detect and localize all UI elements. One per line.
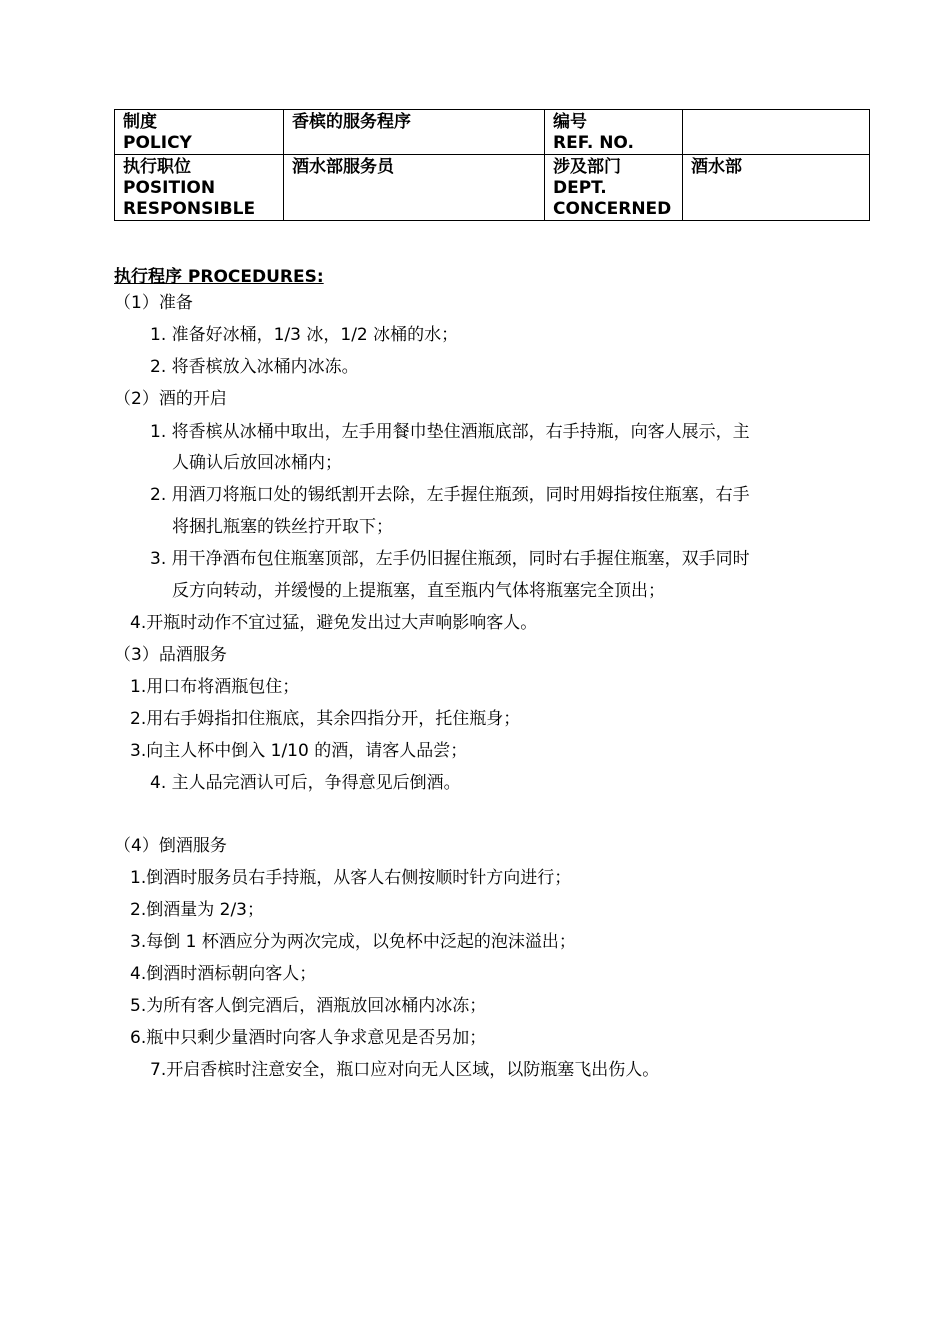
policy-label-cn: 制度 bbox=[123, 112, 157, 132]
ref-value-cell bbox=[683, 110, 870, 155]
procedures-title: 执行程序 PROCEDURES: bbox=[114, 267, 324, 287]
section-3-item-1: 1.用口布将酒瓶包住； bbox=[130, 677, 300, 697]
section-4-item-3: 3.每倒 1 杯酒应分为两次完成，以免杯中泛起的泡沫溢出； bbox=[130, 932, 576, 952]
section-3-heading: （3）品酒服务 bbox=[114, 645, 227, 665]
ref-label-cn: 编号 bbox=[553, 112, 587, 132]
section-4-item-5: 5.为所有客人倒完酒后，酒瓶放回冰桶内冰冻； bbox=[130, 996, 487, 1016]
dept-label-en1: DEPT. bbox=[553, 178, 607, 198]
section-4-item-4: 4.倒酒时酒标朝向客人； bbox=[130, 964, 317, 984]
section-2-item-3-line-1: 3. 用干净酒布包住瓶塞顶部，左手仍旧握住瓶颈，同时右手握住瓶塞，双手同时 bbox=[150, 549, 750, 569]
section-2-item-3-line-2: 反方向转动，并缓慢的上提瓶塞，直至瓶内气体将瓶塞完全顶出； bbox=[172, 581, 665, 601]
section-4-item-6: 6.瓶中只剩少量酒时向客人争求意见是否另加； bbox=[130, 1028, 487, 1048]
section-4-item-2: 2.倒酒量为 2/3； bbox=[130, 900, 264, 920]
ref-label-cell bbox=[545, 110, 683, 155]
dept-label-cn: 涉及部门 bbox=[553, 157, 621, 177]
section-2-heading: （2）酒的开启 bbox=[114, 389, 227, 409]
section-1-item-1: 1. 准备好冰桶，1/3 冰，1/2 冰桶的水； bbox=[150, 325, 459, 345]
header-row-position bbox=[115, 155, 870, 221]
section-3-item-4: 4. 主人品完酒认可后，争得意见后倒酒。 bbox=[150, 773, 461, 793]
section-4-item-1: 1.倒酒时服务员右手持瓶，从客人右侧按顺时针方向进行； bbox=[130, 868, 572, 888]
section-1-heading: （1）准备 bbox=[114, 293, 193, 313]
section-1-item-2: 2. 将香槟放入冰桶内冰冻。 bbox=[150, 357, 359, 377]
dept-value: 酒水部 bbox=[691, 157, 742, 177]
section-4-item-7: 7.开启香槟时注意安全，瓶口应对向无人区域，以防瓶塞飞出伤人。 bbox=[150, 1060, 660, 1080]
dept-value-cell bbox=[683, 155, 870, 221]
section-2-item-2-line-1: 2. 用酒刀将瓶口处的锡纸割开去除，左手握住瓶颈，同时用姆指按住瓶塞，右手 bbox=[150, 485, 750, 505]
ref-label-en: REF. NO. bbox=[553, 133, 634, 153]
section-2-item-2-line-2: 将捆扎瓶塞的铁丝拧开取下； bbox=[172, 517, 393, 537]
policy-value: 香槟的服务程序 bbox=[292, 112, 411, 132]
header-row-policy bbox=[115, 110, 870, 155]
position-value: 酒水部服务员 bbox=[292, 157, 394, 177]
position-label-cell bbox=[115, 155, 284, 221]
policy-value-cell bbox=[284, 110, 545, 155]
section-2-item-1-line-2: 人确认后放回冰桶内； bbox=[172, 453, 342, 473]
dept-label-cell bbox=[545, 155, 683, 221]
section-3-item-2: 2.用右手姆指扣住瓶底，其余四指分开，托住瓶身； bbox=[130, 709, 521, 729]
position-label-cn: 执行职位 bbox=[123, 157, 191, 177]
position-label-en1: POSITION bbox=[123, 178, 216, 198]
section-4-heading: （4）倒酒服务 bbox=[114, 836, 227, 856]
section-2-item-1-line-1: 1. 将香槟从冰桶中取出，左手用餐巾垫住酒瓶底部，右手持瓶，向客人展示，主 bbox=[150, 422, 750, 442]
policy-header-table bbox=[114, 109, 870, 221]
policy-label-cell bbox=[115, 110, 284, 155]
policy-label-en: POLICY bbox=[123, 133, 192, 153]
position-value-cell bbox=[284, 155, 545, 221]
section-3-item-3: 3.向主人杯中倒入 1/10 的酒，请客人品尝； bbox=[130, 741, 468, 761]
section-2-item-4: 4.开瓶时动作不宜过猛，避免发出过大声响影响客人。 bbox=[130, 613, 538, 633]
dept-label-en2: CONCERNED bbox=[553, 199, 672, 219]
position-label-en2: RESPONSIBLE bbox=[123, 199, 256, 219]
